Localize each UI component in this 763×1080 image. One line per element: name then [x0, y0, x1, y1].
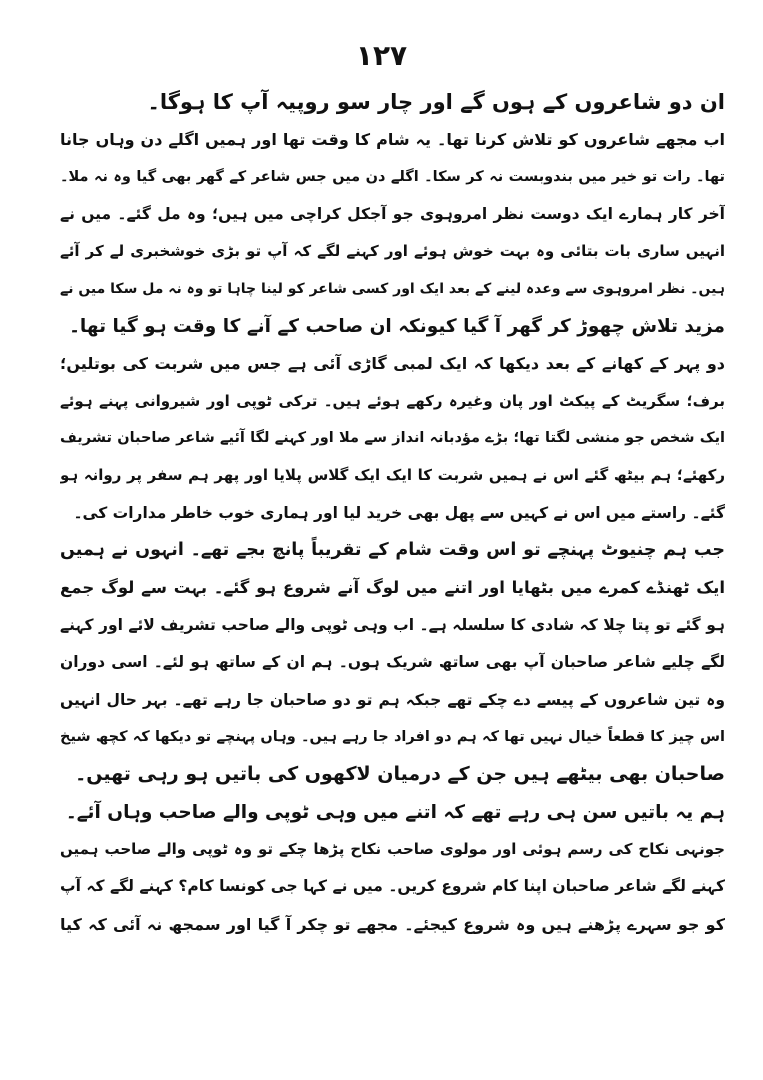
text-line: ہیں۔ نظر امروہوی سے وعدہ لینے کے بعد ایک اور کسی شاعر کو لینا چاہا تو وہ نہ مل سکا میں نے [60, 280, 725, 297]
page-number: ۱۲۷ [355, 39, 408, 72]
text-line: دو پہر کے کھانے کے بعد دیکھا کہ ایک لمبی گاڑی آئی ہے جس میں شربت کی بوتلیں؛ [60, 354, 725, 374]
text-line: آخر کار ہمارے ایک دوست نظر امروہوی جو آجکل کراچی میں ہیں؛ وہ مل گئے۔ میں نے [60, 205, 725, 224]
text-line: اس چیز کا قطعاً خیال نہیں تھا کہ ہم دو افراد جا رہے ہیں۔ وہاں پہنچے تو دیکھا کہ کچھ شیخ [60, 728, 725, 745]
text-line: وہ تین شاعروں کے پیسے دے چکے تھے جبکہ ہم تو دو صاحبان جا رہے تھے۔ بہر حال انہیں [60, 690, 725, 709]
text-line: صاحبان بھی بیٹھے ہیں جن کے درمیان لاکھوں کی باتیں ہو رہی تھیں۔ [75, 763, 725, 786]
text-line: برف؛ سگریٹ کے پیکٹ اور پان وغیرہ رکھے ہوئے ہیں۔ ترکی ٹوپی اور شیروانی پہنے ہوئے [60, 391, 725, 410]
text-line: مزید تلاش چھوڑ کر گھر آ گیا کیونکہ ان صاحب کے آنے کا وقت ہو گیا تھا۔ [69, 316, 725, 338]
text-line: انہیں ساری بات بتائی وہ بہت خوش ہوئے اور کہنے لگے کہ آپ تو بڑی خوشخبری لے کر آئے [60, 242, 725, 261]
text-line: کہنے لگے شاعر صاحبان اپنا کام شروع کریں۔ میں نے کہا جی کونسا کام؟ کہنے لگے کہ آپ [60, 877, 725, 896]
text-line: لگے چلیے شاعر صاحبان آپ بھی ساتھ شریک ہوں۔ ہم ان کے ساتھ ہو لئے۔ اسی دوران [60, 653, 725, 672]
page-text [60, 84, 725, 943]
text-line: ہم یہ باتیں سن ہی رہے تھے کہ اتنے میں وہی ٹوپی والے صاحب وہاں آئے۔ [65, 801, 725, 823]
text-line: اب مجھے شاعروں کو تلاش کرنا تھا۔ یہ شام کا وقت تھا اور ہمیں اگلے دن وہاں جانا [60, 130, 725, 150]
text-line: ایک ٹھنڈے کمرے میں بٹھایا اور اتنے میں لوگ آنے شروع ہو گئے۔ بہت سے لوگ جمع [60, 578, 725, 598]
text-line: رکھئے؛ ہم بیٹھ گئے اس نے ہمیں شربت کا ایک ایک گلاس پلایا اور پھر ہم سفر پر روانہ ہو [60, 466, 725, 485]
text-line: کو جو سہرے پڑھنے ہیں وہ شروع کیجئے۔ مجھے تو چکر آ گیا اور سمجھ نہ آئی کہ کیا [60, 914, 725, 934]
text-line: ان دو شاعروں کے ہوں گے اور چار سو روپیہ آپ کا ہوگا۔ [147, 90, 725, 114]
text-line: جب ہم چنیوٹ پہنچے تو اس وقت شام کے تقریباً پانچ بجے تھے۔ انہوں نے ہمیں [60, 540, 725, 561]
text-line: تھا۔ رات تو خیر میں بندوبست نہ کر سکا۔ اگلے دن میں جس شاعر کے گھر بھی گیا وہ نہ ملا۔ [60, 168, 725, 185]
text-line: گئے۔ راستے میں اس نے کہیں سے پھل بھی خرید لیا اور ہماری خوب خاطر مدارات کی۔ [73, 503, 725, 522]
text-line: ہو گئے تو پتا چلا کہ شادی کا سلسلہ ہے۔ اب وہی ٹوپی والے صاحب تشریف لائے اور کہنے [60, 615, 725, 634]
text-line: ایک شخص جو منشی لگتا تھا؛ بڑے مؤدبانہ انداز سے ملا اور کہنے لگا آئیے شاعر صاحبان تشریف [60, 430, 725, 447]
text-line: جونہی نکاح کی رسم ہوئی اور مولوی صاحب نکاح پڑھا چکے تو وہ ٹوپی والے صاحب ہمیں [60, 839, 725, 858]
